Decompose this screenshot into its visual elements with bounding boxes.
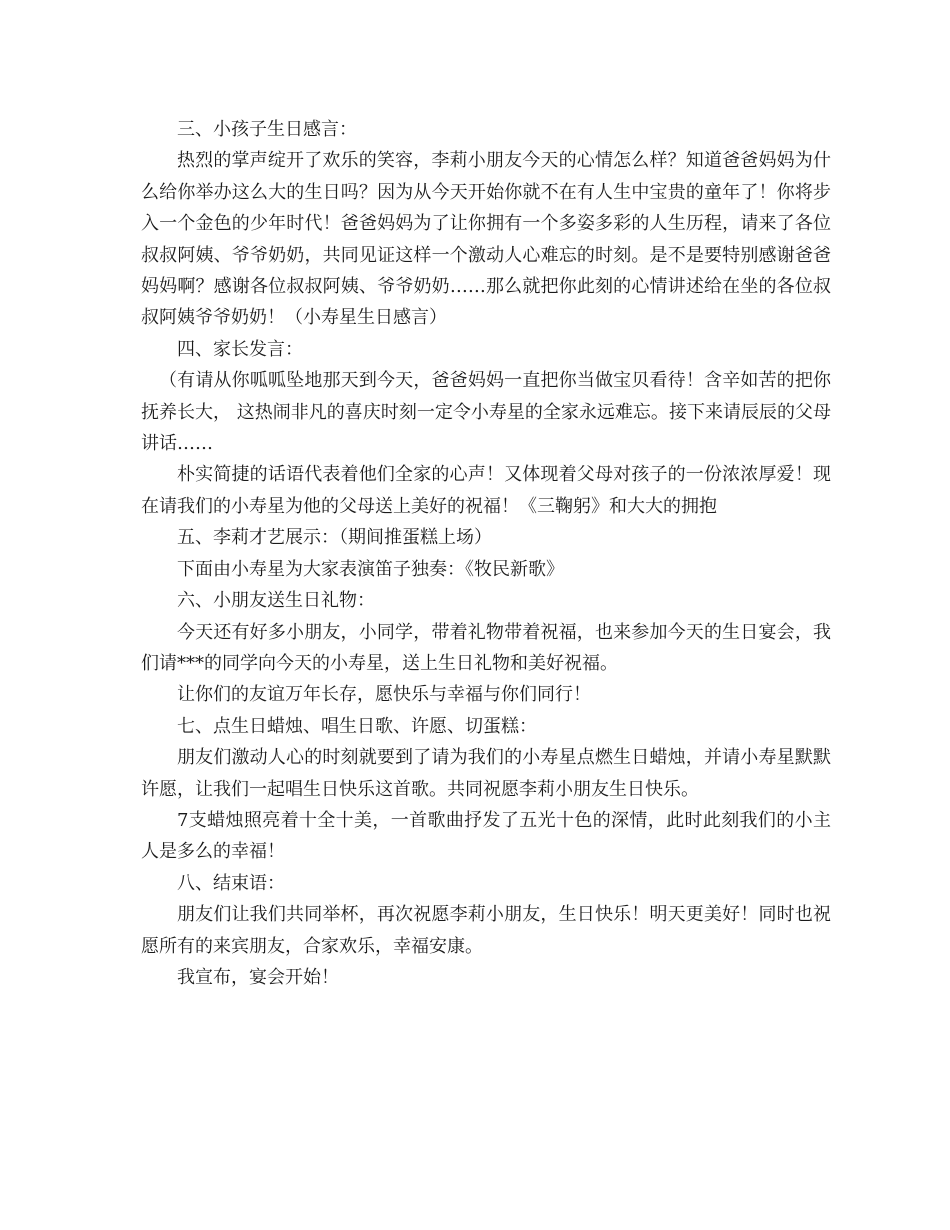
section-heading-5: 五、李莉才艺展示：（期间推蛋糕上场）	[177, 527, 492, 549]
paragraph-birthday-speech: 热烈的掌声绽开了欢乐的笑容，李莉小朋友今天的心情怎么样？知道爸爸妈妈为什么给你举办这么大的生日吗？因为从今天开始你就不在有人生中宝贵的童年了！你将步入一个金色的少年时代！爸爸妈妈为了让你拥有一个多姿多彩的人生历程，请来了各位叔叔阿姨、爷爷奶奶，共同见证这样一个激动人心难忘的时刻。是不是要特别感谢爸爸妈妈啊？感谢各位叔叔阿姨、爷爷奶奶……那么就把你此刻的心情讲述给在坐的各位叔叔阿姨爷爷奶奶！（小寿星生日感言）	[141, 150, 831, 329]
paragraph-gifts: 今天还有好多小朋友，小同学，带着礼物带着祝福，也来参加今天的生日宴会，我们请***的同学向今天的小寿星，送上生日礼物和美好祝福。	[141, 621, 831, 674]
paragraph-candles: 朋友们激动人心的时刻就要到了请为我们的小寿星点燃生日蜡烛，并请小寿星默默许愿，让我们一起唱生日快乐这首歌。共同祝愿李莉小朋友生日快乐。	[141, 747, 831, 800]
paragraph-performance: 下面由小寿星为大家表演笛子独奏：《牧民新歌》	[177, 558, 564, 580]
paragraph-friendship: 让你们的友谊万年长存，愿快乐与幸福与你们同行！	[177, 684, 591, 706]
paragraph-seven-candles: 7支蜡烛照亮着十全十美，一首歌曲抒发了五光十色的深情，此时此刻我们的小主人是多么的幸福！	[141, 809, 831, 863]
section-heading-6: 六、小朋友送生日礼物：	[177, 590, 375, 612]
document-body	[141, 114, 831, 993]
section-heading-4: 四、家长发言：	[177, 338, 303, 360]
paragraph-banquet-start: 我宣布，宴会开始！	[177, 966, 339, 988]
section-heading-7: 七、点生日蜡烛、唱生日歌、许愿、切蛋糕：	[177, 715, 537, 737]
paragraph-parents-intro: （有请从你呱呱坠地那天到今天，爸爸妈妈一直把你当做宝贝看待！含辛如苦的把你抚养长大， 这热闹非凡的喜庆时刻一定令小寿星的全家永远难忘。接下来请辰辰的父母讲话……	[141, 370, 831, 455]
paragraph-closing-toast: 朋友们让我们共同举杯，再次祝愿李莉小朋友，生日快乐！明天更美好！同时也祝愿所有的来宾朋友，合家欢乐，幸福安康。	[141, 904, 831, 957]
paragraph-parents-response: 朴实简捷的话语代表着他们全家的心声！又体现着父母对孩子的一份浓浓厚爱！现在请我们的小寿星为他的父母送上美好的祝福！《三鞠躬》和大大的拥抱	[141, 464, 831, 517]
section-heading-3: 三、小孩子生日感言：	[177, 119, 357, 140]
section-heading-8: 八、结束语：	[177, 872, 285, 894]
